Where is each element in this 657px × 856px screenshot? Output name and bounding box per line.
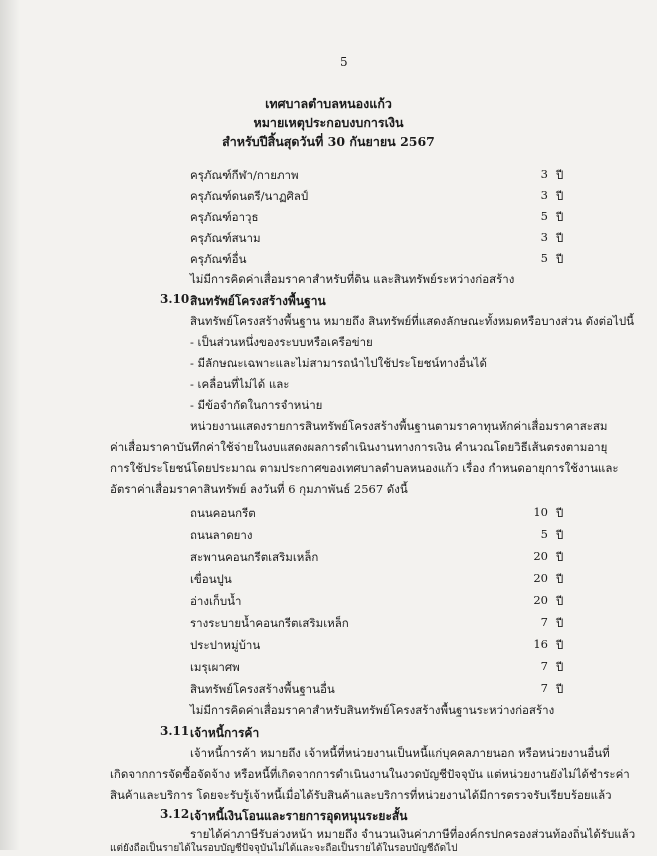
paragraph-line: สินค้าและบริการ โดยจะรับรู้เจ้าหนี้เมื่อได้รับสินค้าและบริการที่หน่วยงานได้มีการตรวจรับเรียบร้อยแล้ว bbox=[110, 788, 612, 802]
item-name: รางระบายน้ำคอนกรีตเสริมเหล็ก bbox=[190, 616, 349, 630]
item-name: ประปาหมู่บ้าน bbox=[190, 638, 261, 652]
page-number: 5 bbox=[340, 55, 348, 69]
criteria-bullet: - มีข้อจำกัดในการจำหน่าย bbox=[190, 398, 323, 412]
item-years: 3 bbox=[540, 167, 548, 181]
table-row bbox=[190, 549, 570, 565]
item-unit: ปี bbox=[556, 231, 564, 245]
section-title-trade-payables: เจ้าหนี้การค้า bbox=[190, 726, 260, 740]
paragraph-line: เจ้าหนี้การค้า หมายถึง เจ้าหนี้ที่หน่วยงานเป็นหนี้แก่บุคคลภายนอก หรือหน่วยงานอื่นที่ bbox=[190, 746, 610, 760]
table-row bbox=[190, 527, 570, 543]
table-row bbox=[190, 251, 570, 267]
paragraph-line: หน่วยงานแสดงรายการสินทรัพย์โครงสร้างพื้นฐานตามราคาทุนหักค่าเสื่อมราคาสะสม bbox=[190, 419, 608, 433]
item-unit: ปี bbox=[556, 550, 564, 564]
item-unit: ปี bbox=[556, 210, 564, 224]
item-unit: ปี bbox=[556, 168, 564, 182]
item-years: 20 bbox=[533, 593, 548, 607]
item-name: ครุภัณฑ์อื่น bbox=[190, 252, 247, 266]
paragraph-line: เกิดจากการจัดซื้อจัดจ้าง หรือหนี้ที่เกิดจากการดำเนินงานในงวดบัญชีปัจจุบัน แต่หน่วยงานยังไม่ได้ชำระค่า bbox=[110, 767, 630, 781]
paragraph-line: ค่าเสื่อมราคาบันทึกค่าใช้จ่ายในงบแสดงผลการดำเนินงานทางการเงิน คำนวณโดยวิธีเส้นตรงตามอายุ bbox=[110, 440, 608, 454]
item-years: 7 bbox=[540, 615, 548, 629]
table-row bbox=[190, 681, 570, 697]
criteria-bullet: - เป็นส่วนหนึ่งของระบบหรือเครือข่าย bbox=[190, 335, 373, 349]
item-unit: ปี bbox=[556, 660, 564, 674]
paragraph-line: รายได้ค่าภาษีรับล่วงหน้า หมายถึง จำนวนเงินค่าภาษีที่องค์กรปกครองส่วนท้องถิ่นได้รับแล้ว bbox=[190, 827, 636, 841]
table-row bbox=[190, 637, 570, 653]
item-years: 16 bbox=[533, 637, 548, 651]
table-row bbox=[190, 505, 570, 521]
infrastructure-definition: สินทรัพย์โครงสร้างพื้นฐาน หมายถึง สินทรัพย์ที่แสดงลักษณะทั้งหมดหรือบางส่วน ดังต่อไปนี้ bbox=[190, 314, 634, 328]
item-years: 5 bbox=[540, 251, 548, 265]
paragraph-line: อัตราค่าเสื่อมราคาสินทรัพย์ ลงวันที่ 6 กุมภาพันธ์ 2567 ดังนี้ bbox=[110, 482, 408, 496]
item-unit: ปี bbox=[556, 189, 564, 203]
table-row bbox=[190, 209, 570, 225]
item-name: ถนนลาดยาง bbox=[190, 528, 253, 542]
section-title-infrastructure: สินทรัพย์โครงสร้างพื้นฐาน bbox=[190, 294, 326, 308]
section-number-312: 3.12 bbox=[160, 807, 190, 821]
table-row bbox=[190, 659, 570, 675]
item-name: ถนนคอนกรีต bbox=[190, 506, 256, 520]
criteria-bullet: - มีลักษณะเฉพาะและไม่สามารถนำไปใช้ประโยชน์ทางอื่นได้ bbox=[190, 356, 487, 370]
item-unit: ปี bbox=[556, 572, 564, 586]
item-unit: ปี bbox=[556, 638, 564, 652]
land-no-depreciation-note: ไม่มีการคิดค่าเสื่อมราคาสำหรับที่ดิน และสินทรัพย์ระหว่างก่อสร้าง bbox=[190, 272, 515, 286]
item-name: ครุภัณฑ์สนาม bbox=[190, 231, 261, 245]
item-years: 3 bbox=[540, 188, 548, 202]
item-years: 7 bbox=[540, 681, 548, 695]
item-years: 3 bbox=[540, 230, 548, 244]
table-row bbox=[190, 230, 570, 246]
criteria-bullet: - เคลื่อนที่ไม่ได้ และ bbox=[190, 377, 290, 391]
item-name: สะพานคอนกรีตเสริมเหล็ก bbox=[190, 550, 319, 564]
period-heading: สำหรับปีสิ้นสุดวันที่ 30 กันยายน 2567 bbox=[222, 134, 435, 149]
item-unit: ปี bbox=[556, 682, 564, 696]
table-row bbox=[190, 188, 570, 204]
table-row bbox=[190, 571, 570, 587]
item-name: เมรุเผาศพ bbox=[190, 660, 240, 674]
item-years: 10 bbox=[533, 505, 548, 519]
item-name: สินทรัพย์โครงสร้างพื้นฐานอื่น bbox=[190, 682, 335, 696]
item-years: 7 bbox=[540, 659, 548, 673]
table-row bbox=[190, 593, 570, 609]
org-name-heading: เทศบาลตำบลหนองแก้ว bbox=[265, 96, 392, 111]
item-years: 20 bbox=[533, 549, 548, 563]
section-title-transfer-payables: เจ้าหนี้เงินโอนและรายการอุดหนุนระยะสั้น bbox=[190, 809, 408, 823]
section-number-310: 3.10 bbox=[160, 292, 190, 306]
item-unit: ปี bbox=[556, 616, 564, 630]
table-row bbox=[190, 167, 570, 183]
item-unit: ปี bbox=[556, 252, 564, 266]
item-name: ครุภัณฑ์ดนตรี/นาฏศิลป์ bbox=[190, 189, 309, 203]
item-years: 5 bbox=[540, 209, 548, 223]
paragraph-line: แต่ยังถือเป็นรายได้ในรอบบัญชีปัจจุบันไม่ได้และจะถือเป็นรายได้ในรอบบัญชีถัดไป bbox=[110, 843, 458, 854]
item-unit: ปี bbox=[556, 594, 564, 608]
item-unit: ปี bbox=[556, 528, 564, 542]
item-name: เขื่อนปูน bbox=[190, 572, 232, 586]
infrastructure-no-depreciation-note: ไม่มีการคิดค่าเสื่อมราคาสำหรับสินทรัพย์โครงสร้างพื้นฐานระหว่างก่อสร้าง bbox=[190, 703, 555, 717]
item-name: ครุภัณฑ์อาวุธ bbox=[190, 210, 259, 224]
notes-heading: หมายเหตุประกอบงบการเงิน bbox=[253, 115, 404, 130]
table-row bbox=[190, 615, 570, 631]
paragraph-line: การใช้ประโยชน์โดยประมาณ ตามประกาศของเทศบาลตำบลหนองแก้ว เรื่อง กำหนดอายุการใช้งานและ bbox=[110, 461, 619, 475]
item-name: ครุภัณฑ์กีฬา/กายภาพ bbox=[190, 168, 299, 182]
item-years: 20 bbox=[533, 571, 548, 585]
item-unit: ปี bbox=[556, 506, 564, 520]
section-number-311: 3.11 bbox=[160, 724, 190, 738]
item-name: อ่างเก็บน้ำ bbox=[190, 594, 242, 608]
item-years: 5 bbox=[540, 527, 548, 541]
